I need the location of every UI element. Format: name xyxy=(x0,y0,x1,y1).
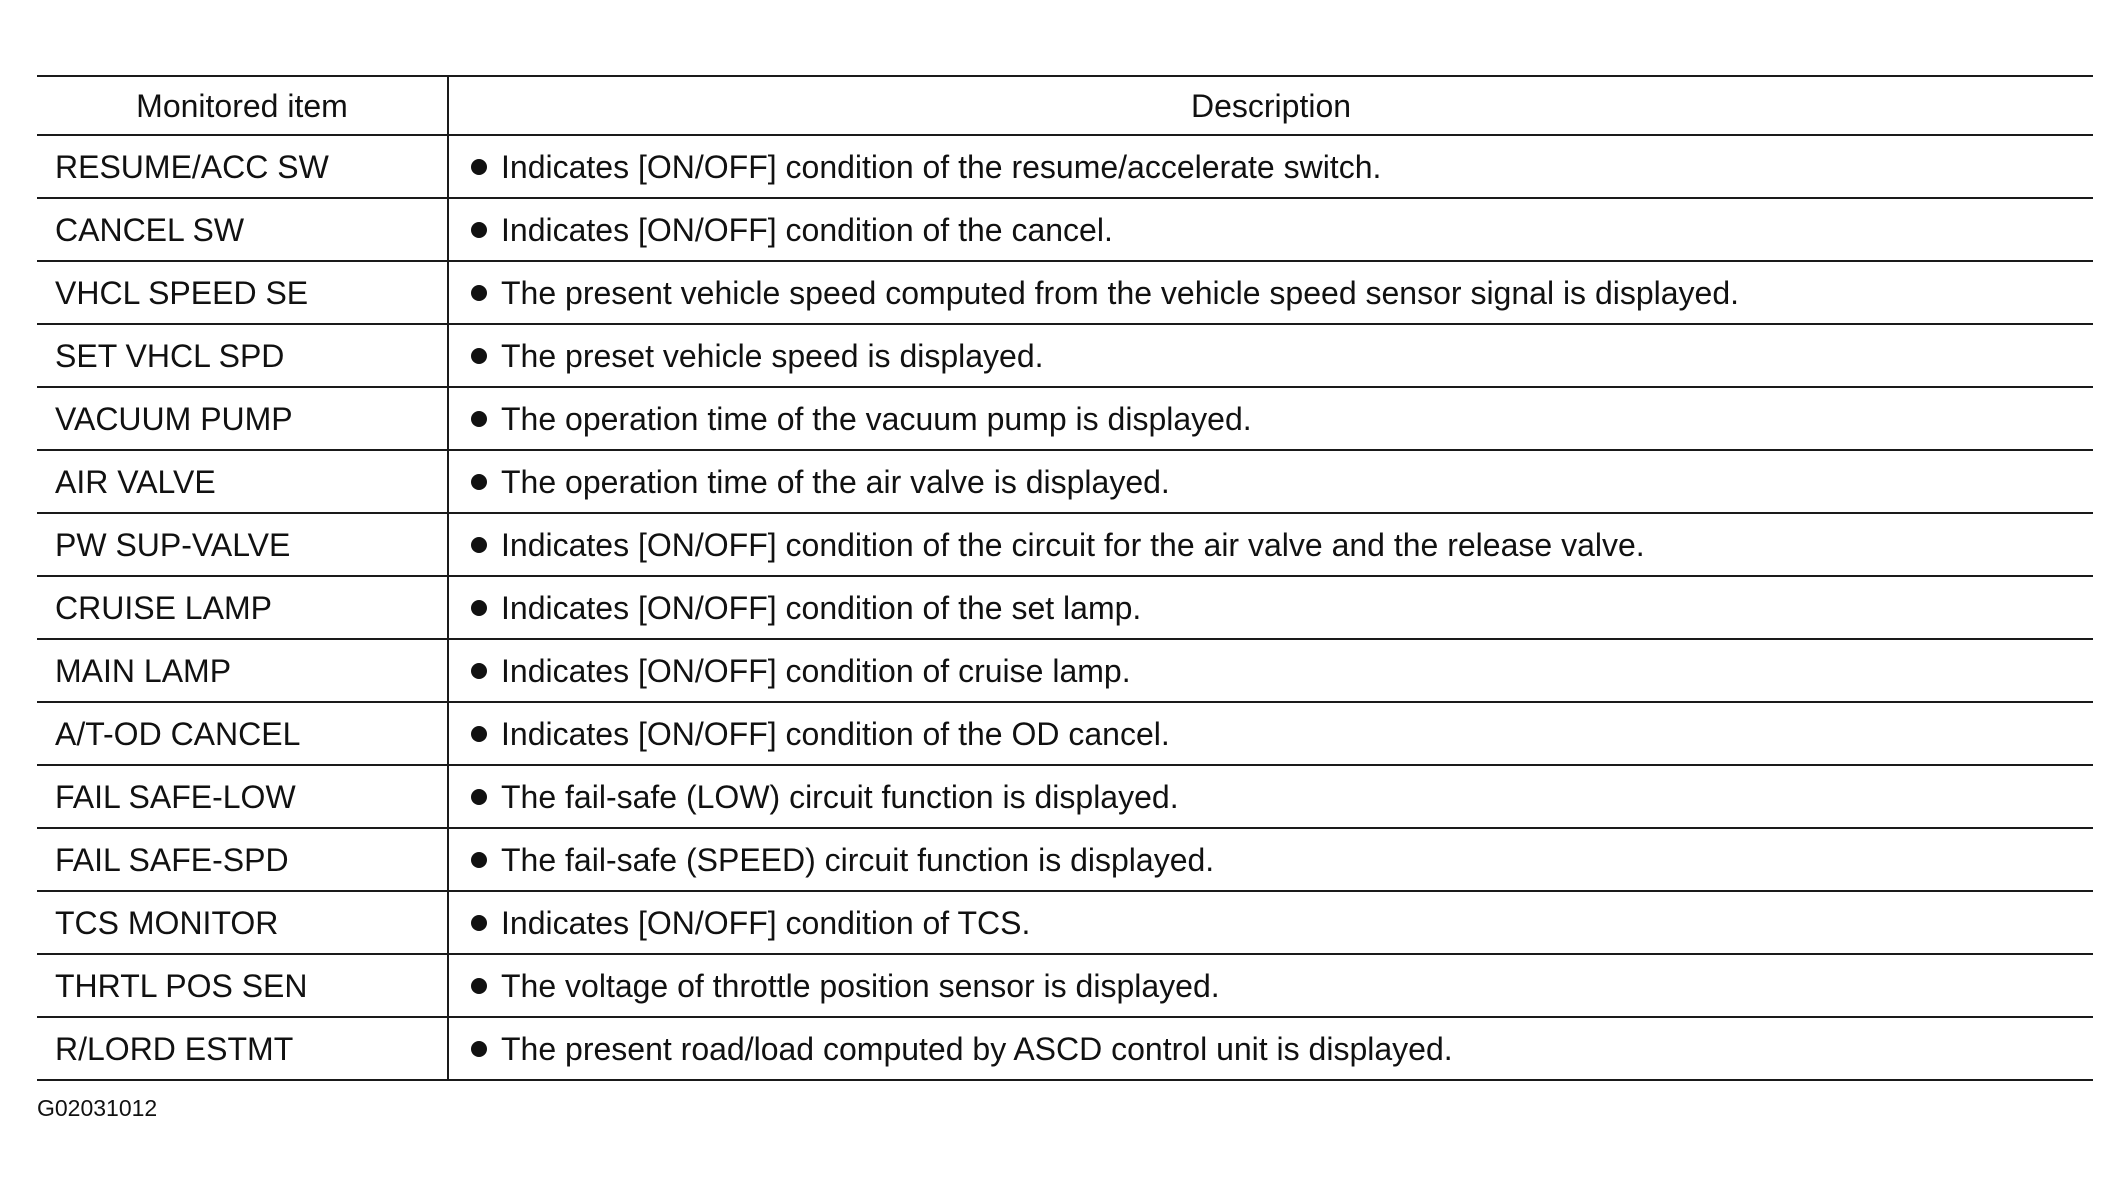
monitored-item-cell: RESUME/ACC SW xyxy=(37,135,448,198)
monitored-item-cell: MAIN LAMP xyxy=(37,639,448,702)
monitored-item-cell: AIR VALVE xyxy=(37,450,448,513)
table-row xyxy=(37,954,2093,1017)
bullet-icon xyxy=(471,726,487,742)
description-text: The present vehicle speed computed from the vehicle speed sensor signal is displayed. xyxy=(501,274,1740,311)
table-row xyxy=(37,765,2093,828)
description-text: Indicates [ON/OFF] condition of the set lamp. xyxy=(501,589,1142,626)
description-cell xyxy=(448,576,2093,639)
table-row xyxy=(37,891,2093,954)
bullet-icon xyxy=(471,789,487,805)
bullet-icon xyxy=(471,411,487,427)
bullet-icon xyxy=(471,600,487,616)
bullet-icon xyxy=(471,663,487,679)
monitored-item-cell: PW SUP-VALVE xyxy=(37,513,448,576)
table-row xyxy=(37,261,2093,324)
bullet-icon xyxy=(471,537,487,553)
description-cell xyxy=(448,513,2093,576)
description-cell xyxy=(448,387,2093,450)
description-cell xyxy=(448,765,2093,828)
table-row xyxy=(37,135,2093,198)
description-text: Indicates [ON/OFF] condition of cruise lamp. xyxy=(501,652,1131,689)
monitored-item-cell: FAIL SAFE-SPD xyxy=(37,828,448,891)
description-text: The operation time of the vacuum pump is displayed. xyxy=(501,400,1252,437)
description-text: Indicates [ON/OFF] condition of the cancel. xyxy=(501,211,1113,248)
bullet-icon xyxy=(471,1041,487,1057)
description-cell xyxy=(448,324,2093,387)
description-cell xyxy=(448,135,2093,198)
monitored-item-cell: R/LORD ESTMT xyxy=(37,1017,448,1080)
table-row xyxy=(37,702,2093,765)
description-cell xyxy=(448,198,2093,261)
description-cell xyxy=(448,954,2093,1017)
table-row xyxy=(37,828,2093,891)
header-monitored-item: Monitored item xyxy=(37,76,448,135)
description-cell xyxy=(448,261,2093,324)
bullet-icon xyxy=(471,474,487,490)
table-row xyxy=(37,576,2093,639)
monitored-items-table xyxy=(37,75,2093,1081)
description-cell xyxy=(448,828,2093,891)
monitored-item-cell: VHCL SPEED SE xyxy=(37,261,448,324)
table-row xyxy=(37,198,2093,261)
bullet-icon xyxy=(471,222,487,238)
monitored-item-cell: A/T-OD CANCEL xyxy=(37,702,448,765)
header-description: Description xyxy=(448,76,2093,135)
table-row xyxy=(37,450,2093,513)
monitored-item-cell: TCS MONITOR xyxy=(37,891,448,954)
table-row xyxy=(37,513,2093,576)
description-cell xyxy=(448,891,2093,954)
description-text: Indicates [ON/OFF] condition of the resume/accelerate switch. xyxy=(501,148,1382,185)
bullet-icon xyxy=(471,159,487,175)
monitored-item-cell: THRTL POS SEN xyxy=(37,954,448,1017)
table-row xyxy=(37,324,2093,387)
description-text: The voltage of throttle position sensor is displayed. xyxy=(501,967,1220,1004)
bullet-icon xyxy=(471,978,487,994)
description-text: Indicates [ON/OFF] condition of the OD cancel. xyxy=(501,715,1170,752)
table-row xyxy=(37,1017,2093,1080)
bullet-icon xyxy=(471,348,487,364)
description-text: Indicates [ON/OFF] condition of the circuit for the air valve and the release valve. xyxy=(501,526,1645,563)
bullet-icon xyxy=(471,915,487,931)
description-cell xyxy=(448,702,2093,765)
description-text: The operation time of the air valve is displayed. xyxy=(501,463,1170,500)
table-header-row xyxy=(37,76,2093,135)
monitored-item-cell: CANCEL SW xyxy=(37,198,448,261)
description-text: The present road/load computed by ASCD control unit is displayed. xyxy=(501,1030,1453,1067)
description-text: The fail-safe (LOW) circuit function is displayed. xyxy=(501,778,1179,815)
description-cell xyxy=(448,1017,2093,1080)
monitored-item-cell: CRUISE LAMP xyxy=(37,576,448,639)
description-text: Indicates [ON/OFF] condition of TCS. xyxy=(501,904,1031,941)
monitored-item-cell: VACUUM PUMP xyxy=(37,387,448,450)
table-row xyxy=(37,639,2093,702)
description-text: The fail-safe (SPEED) circuit function is displayed. xyxy=(501,841,1215,878)
bullet-icon xyxy=(471,852,487,868)
monitored-item-cell: FAIL SAFE-LOW xyxy=(37,765,448,828)
description-cell xyxy=(448,639,2093,702)
description-cell xyxy=(448,450,2093,513)
table-body xyxy=(37,135,2093,1080)
bullet-icon xyxy=(471,285,487,301)
figure-code: G02031012 xyxy=(37,1095,158,1121)
monitored-item-cell: SET VHCL SPD xyxy=(37,324,448,387)
description-text: The preset vehicle speed is displayed. xyxy=(501,337,1044,374)
table-row xyxy=(37,387,2093,450)
